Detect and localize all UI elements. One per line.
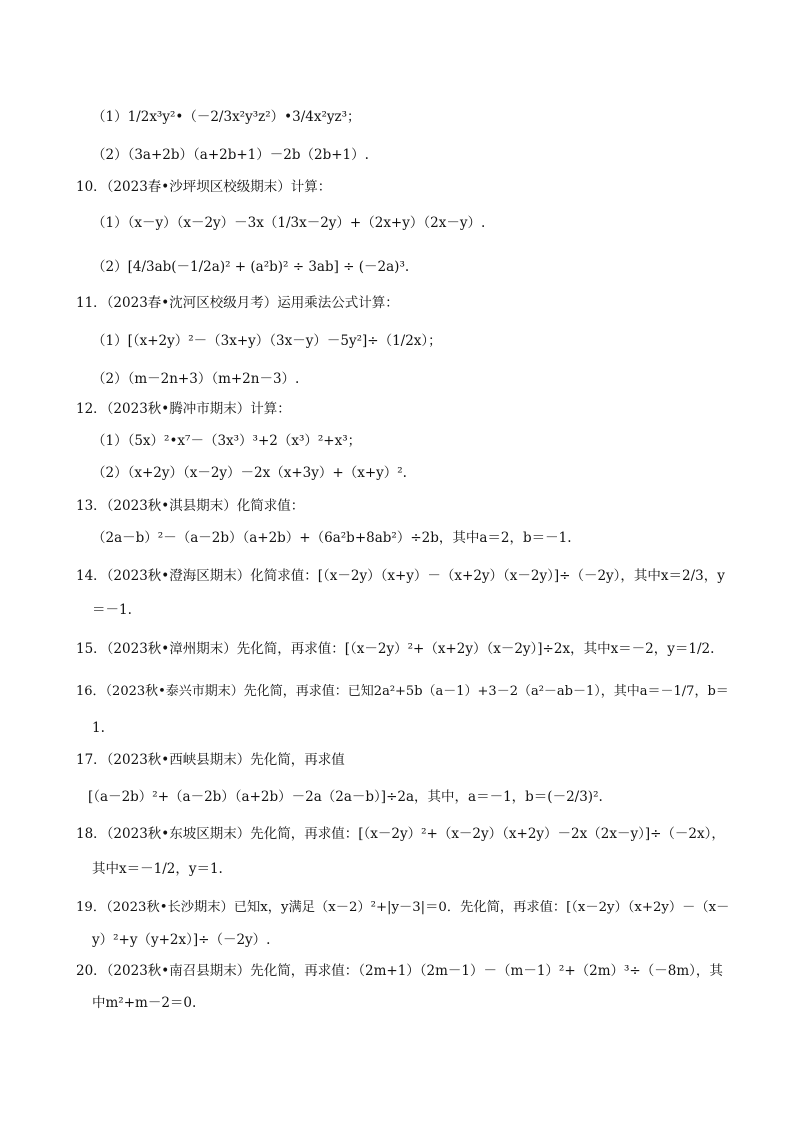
problem-13-heading: 13．（2023秋•淇县期末）化简求值： [76,498,305,514]
problem-20-line-2: 中m²+m－2＝0. [92,995,197,1011]
problem-19-line-1: 19．（2023秋•长沙期末）已知x，y满足（x－2）²+|y－3|＝0．先化简，再求值：[（x－2y）（x+2y）－（x－ [76,900,730,915]
problem-10-part-2: （2）[4/3ab(－1/2a)² + (a²b)² ÷ 3ab] ÷ (－2a)³. [92,259,410,275]
problem-15: 15．（2023秋•漳州期末）先化简，再求值：[（x－2y）²+（x+2y）（x－2y）]÷2x，其中x＝－2，y＝1/2. [76,641,715,657]
problem-14-line-2: ＝－1. [92,602,132,618]
problem-11-part-1: （1）[（x+2y）²－（3x+y）（3x－y）－5y²]÷（1/2x）； [92,333,442,349]
problem-10-part-1: （1）（x－y）（x－2y）－3x（1/3x－2y）+（2x+y）（2x－y）. [92,215,486,231]
problem-18-line-2: 其中x＝－1/2，y＝1. [92,861,223,877]
problem-19-line-2: y）²+y（y+2x）]÷（－2y）. [92,932,271,948]
problem-11-heading: 11．（2023春•沈河区校级月考）运用乘法公式计算： [76,295,399,311]
problem-20-line-1: 20．（2023秋•南召县期末）先化简，再求值：（2m+1）（2m－1）－（m－1）²+（2m）³÷（－8m），其 [76,963,723,979]
problem-12-part-1: （1）（5x）²•x⁷－（3x³）³+2（x³）²+x³； [92,433,362,449]
problem-17-heading: 17．（2023秋•西峡县期末）先化简，再求值 [76,752,345,768]
problem-12-heading: 12．（2023秋•腾冲市期末）计算： [76,401,291,417]
problem-9-part-1: （1）1/2x³y²•（－2/3x²y³z²）•3/4x²yz³； [92,109,361,125]
problem-12-part-2: （2）（x+2y）（x－2y）－2x（x+3y）+（x+y）². [92,465,407,481]
problem-14-line-1: 14．（2023秋•澄海区期末）化简求值：[（x－2y）（x+y）－（x+2y）（x－2y）]÷（－2y），其中x＝2/3，y [76,568,725,584]
problem-13-body: （2a－b）²－（a－2b）（a+2b）+（6a²b+8ab²）÷2b，其中a＝2，b＝－1. [92,530,572,546]
problem-17-body: [（a－2b）²+（a－2b）（a+2b）－2a（2a－b）]÷2a，其中，a＝－1，b＝(－2/3)². [88,789,603,805]
problem-16-line-2: 1. [92,720,105,736]
problem-11-part-2: （2）（m－2n+3）（m+2n－3）. [92,371,300,387]
problem-16-line-1: 16．（2023秋•泰兴市期末）先化简，再求值：已知2a²+5b（a－1）+3－2（a²－ab－1），其中a＝－1/7，b＝ [76,684,729,699]
problem-10-heading: 10．（2023春•沙坪坝区校级期末）计算： [76,179,332,195]
problem-18-line-1: 18．（2023秋•东坡区期末）先化简，再求值：[（x－2y）²+（x－2y）（x+2y）－2x（2x－y）]÷（－2x）， [76,826,725,842]
problem-9-part-2: （2）（3a+2b）（a+2b+1）－2b（2b+1）. [92,147,369,163]
